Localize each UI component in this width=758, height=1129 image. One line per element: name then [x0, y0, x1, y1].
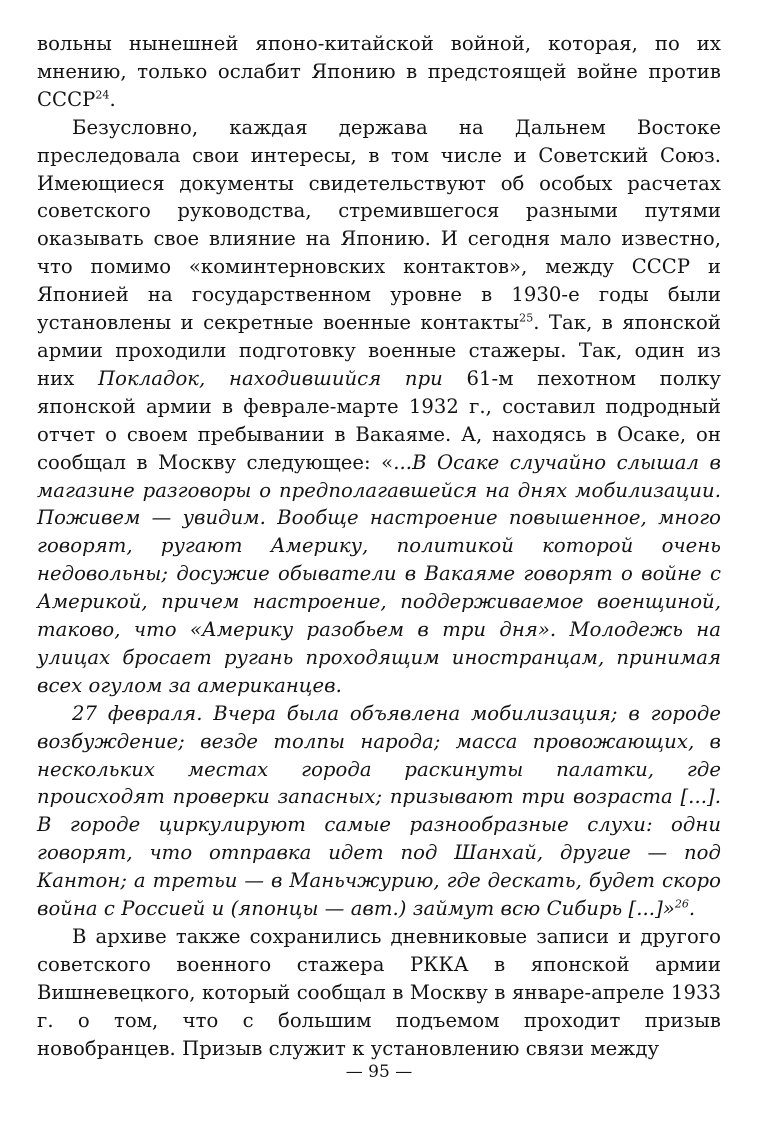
paragraph-2 [37, 114, 721, 700]
paragraph-2-italic-name: Покладок, находившийся при [98, 366, 443, 390]
footnote-ref-26[interactable]: 26 [674, 897, 689, 911]
footnote-ref-24[interactable]: 24 [95, 88, 110, 102]
paragraph-2-part3: 61-м пехотном полку японской армии в феврале-марте 1932 г., составил подродный отчет о своем пребывании в Вакаяме. А, находясь в Осаке, он сообщал в Москву следующее: « [37, 366, 721, 474]
paragraph-4-text: В архиве также сохранились дневниковые записи и другого советского военного стажера РККА в японской армии Вишневецкого, который сообщал в Москву в январе-апреле 1933 г. о том, что с большим подъемом проходит призыв новобранцев. Призыв служит к установлению связи между [37, 925, 721, 1060]
paragraph-3 [37, 700, 721, 923]
page-number: — 95 — [345, 1062, 413, 1082]
paragraph-3-text: 27 февраля. Вчера была объявлена мобилизация; в городе возбуждение; везде толпы народа; масса провожающих, в нескольких местах города раскинуты палатки, где происходят проверки запасных; призывают три возраста [...]. В городе циркулируют самые разнообразные слухи: одни говорят, что отправка идет под Шанхай, другие — под Кантон; а третьи — в Маньчжурию, где дескать, будет скоро война с Россией и (японцы — авт.) займут всю Сибирь [...]» [37, 701, 721, 921]
paragraph-2-part2: . Так, в японской армии проходили подготовку военные стажеры. Так, один из них [37, 311, 721, 390]
paragraph-2-quote: ...В Осаке случайно слышал в магазине разговоры о предполагавшейся на днях мобилизации. Поживем — увидим. Вообще настроение повышенное, много говорят, ругают Америку, политикой которой очень недовольны; досужие обыватели в Вакаяме говорят о войне с Америкой, причем настроение, поддерживаемое военщиной, таково, что «Америку разобьем в три дня». Молодежь на улицах бросает ругань проходящим иностранцам, принимая всех огулом за американцев. [37, 450, 722, 697]
paragraph-1-text: вольны нынешней японо-китайской войной, которая, по их мнению, только ослабит Японию в предстоящей войне против СССР [37, 32, 721, 111]
paragraph-4 [37, 923, 721, 1063]
footnote-ref-25[interactable]: 25 [519, 311, 534, 325]
paragraph-2-part1: Безусловно, каждая держава на Дальнем Востоке преследовала свои интересы, в том числе и Советский Союз. Имеющиеся документы свидетельствуют об особых расчетах советского руководства, стремившегося разными путями оказывать свое влияние на Японию. И сегодня мало известно, что помимо «коминтерновских контактов», между СССР и Японией на государственном уровне в 1930-е годы были установлены и секретные военные контакты [37, 115, 721, 335]
paragraph-1-end: . [109, 87, 116, 111]
page-body [37, 30, 721, 1063]
paragraph-3-end: . [688, 897, 696, 921]
paragraph-1 [37, 30, 721, 114]
